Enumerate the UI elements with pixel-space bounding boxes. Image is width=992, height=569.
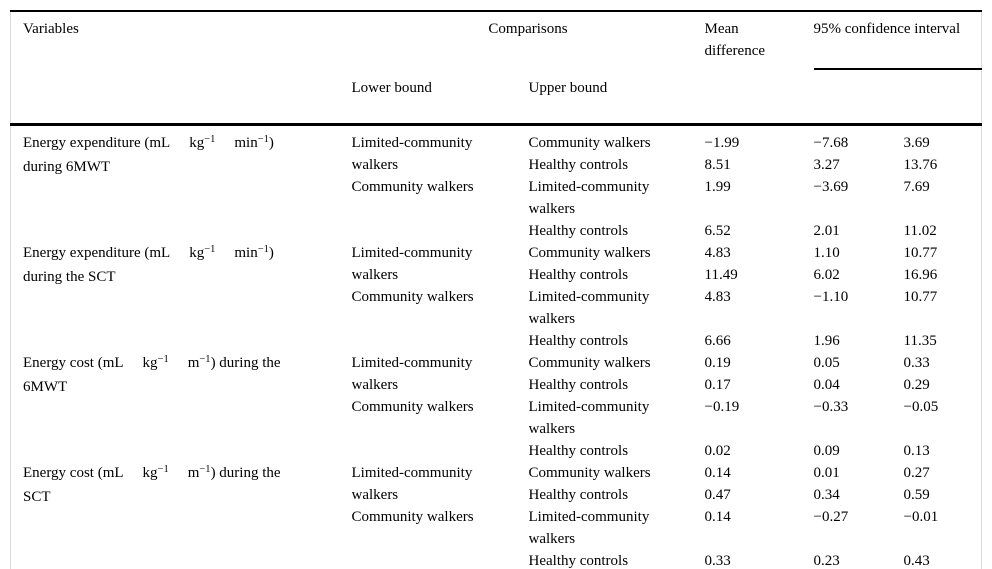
superscript-exponent: −1	[257, 134, 269, 145]
comparator-cell: Healthy controls	[528, 377, 629, 393]
variable-cell	[11, 242, 352, 352]
col-header-lower-bound: Lower bound	[351, 80, 432, 96]
variable-cell	[11, 125, 352, 243]
comparator-cell: Limited-community walkers	[528, 509, 650, 547]
mean-difference-cell: −0.19	[704, 399, 740, 415]
mean-difference-cell: 0.47	[704, 487, 731, 503]
comparator-cell: Healthy controls	[528, 223, 629, 239]
comparator-cell: Community walkers	[528, 465, 651, 481]
lower-bound-cell: 3.27	[813, 157, 840, 173]
mean-difference-cell: 6.52	[704, 223, 731, 239]
mean-difference-cell: 0.14	[704, 509, 731, 525]
variable-text: Energy expenditure (mL $kg^{-1}$ $\min^{-1}$) during 6MWT	[23, 134, 274, 175]
col-header-upper-bound: Upper bound	[528, 80, 608, 96]
comparison-group-cell: Limited-community walkers	[351, 355, 473, 393]
lower-bound-cell: 1.10	[813, 245, 840, 261]
col-header-comparisons: Comparisons	[488, 21, 568, 37]
upper-bound-cell: −0.01	[903, 509, 939, 525]
table-group-energy-expenditure-sct	[11, 242, 982, 352]
mean-difference-cell: 0.19	[704, 355, 731, 371]
upper-bound-cell: 0.33	[903, 355, 930, 371]
comparator-cell: Healthy controls	[528, 333, 629, 349]
comparison-group-cell: Limited-community walkers	[351, 245, 473, 283]
mean-difference-cell: 1.99	[704, 179, 731, 195]
upper-bound-cell: 0.29	[903, 377, 930, 393]
comparator-cell: Healthy controls	[528, 553, 629, 569]
col-header-confidence-interval: 95% confidence interval	[814, 11, 982, 69]
mean-difference-cell: −1.99	[704, 135, 740, 151]
mean-difference-cell: 4.83	[704, 245, 731, 261]
lower-bound-cell: 0.34	[813, 487, 840, 503]
superscript-exponent: −1	[204, 134, 216, 145]
table-group-energy-cost-6mwt	[11, 352, 982, 462]
superscript-exponent: −1	[157, 354, 169, 365]
mean-difference-cell: 0.14	[704, 465, 731, 481]
lower-bound-cell: 0.05	[813, 355, 840, 371]
superscript-exponent: −1	[257, 244, 269, 255]
lower-bound-cell: −1.10	[813, 289, 849, 305]
table-row	[11, 352, 982, 374]
upper-bound-cell: 13.76	[903, 157, 938, 173]
superscript-exponent: −1	[204, 244, 216, 255]
table-group-energy-cost-sct	[11, 462, 982, 569]
upper-bound-cell: 0.59	[903, 487, 930, 503]
col-header-mean-difference: Mean difference	[704, 21, 766, 59]
table-group-energy-expenditure-6mwt	[11, 125, 982, 243]
variable-cell	[11, 462, 352, 569]
lower-bound-cell: −7.68	[813, 135, 849, 151]
comparison-group-cell: Community walkers	[351, 289, 474, 305]
comparator-cell: Healthy controls	[528, 267, 629, 283]
upper-bound-cell: 10.77	[903, 289, 938, 305]
comparator-cell: Limited-community walkers	[528, 179, 650, 217]
mean-difference-cell: 8.51	[704, 157, 731, 173]
lower-bound-cell: −0.33	[813, 399, 849, 415]
lower-bound-cell: 6.02	[813, 267, 840, 283]
upper-bound-cell: 3.69	[903, 135, 930, 151]
comparison-group-cell: Limited-community walkers	[351, 135, 473, 173]
variable-cell	[11, 352, 352, 462]
lower-bound-cell: 0.04	[813, 377, 840, 393]
upper-bound-cell: 10.77	[903, 245, 938, 261]
comparator-cell: Limited-community walkers	[528, 399, 650, 437]
comparator-cell: Healthy controls	[528, 487, 629, 503]
lower-bound-cell: 2.01	[813, 223, 840, 239]
superscript-exponent: −1	[199, 464, 211, 475]
comparison-group-cell: Limited-community walkers	[351, 465, 473, 503]
upper-bound-cell: 11.02	[903, 223, 937, 239]
comparison-group-cell: Community walkers	[351, 509, 474, 525]
variable-text: Energy expenditure (mL $kg^{-1}$ $\min^{-1}$) during the SCT	[23, 244, 274, 285]
comparator-cell: Community walkers	[528, 355, 651, 371]
mean-difference-cell: 0.02	[704, 443, 731, 459]
upper-bound-cell: 0.13	[903, 443, 930, 459]
mean-difference-cell: 11.49	[704, 267, 738, 283]
table-row	[11, 125, 982, 155]
mean-difference-cell: 0.17	[704, 377, 731, 393]
lower-bound-cell: −0.27	[813, 509, 849, 525]
upper-bound-cell: 7.69	[903, 179, 930, 195]
lower-bound-cell: 1.96	[813, 333, 840, 349]
mean-difference-cell: 4.83	[704, 289, 731, 305]
upper-bound-cell: 0.27	[903, 465, 930, 481]
variable-text: Energy cost (mL $kg^{-1}$ $m^{-1}$) during the 6MWT	[23, 354, 281, 395]
comparison-group-cell: Community walkers	[351, 179, 474, 195]
mean-difference-cell: 6.66	[704, 333, 731, 349]
upper-bound-cell: −0.05	[903, 399, 939, 415]
table-row	[11, 462, 982, 484]
comparator-cell: Healthy controls	[528, 157, 629, 173]
table-row	[11, 242, 982, 264]
lower-bound-cell: −3.69	[813, 179, 849, 195]
comparator-cell: Healthy controls	[528, 443, 629, 459]
mean-difference-cell: 0.33	[704, 553, 731, 569]
comparator-cell: Limited-community walkers	[528, 289, 650, 327]
superscript-exponent: −1	[199, 354, 211, 365]
comparator-cell: Community walkers	[528, 135, 651, 151]
upper-bound-cell: 11.35	[903, 333, 937, 349]
variable-text: Energy cost (mL $kg^{-1}$ $m^{-1}$) during the SCT	[23, 464, 281, 505]
upper-bound-cell: 16.96	[903, 267, 938, 283]
results-table	[10, 10, 982, 569]
comparator-cell: Community walkers	[528, 245, 651, 261]
comparison-group-cell: Community walkers	[351, 399, 474, 415]
col-header-variables: Variables	[23, 21, 79, 37]
lower-bound-cell: 0.23	[813, 553, 840, 569]
upper-bound-cell: 0.43	[903, 553, 930, 569]
superscript-exponent: −1	[157, 464, 169, 475]
lower-bound-cell: 0.01	[813, 465, 840, 481]
lower-bound-cell: 0.09	[813, 443, 840, 459]
table-header	[11, 11, 982, 125]
